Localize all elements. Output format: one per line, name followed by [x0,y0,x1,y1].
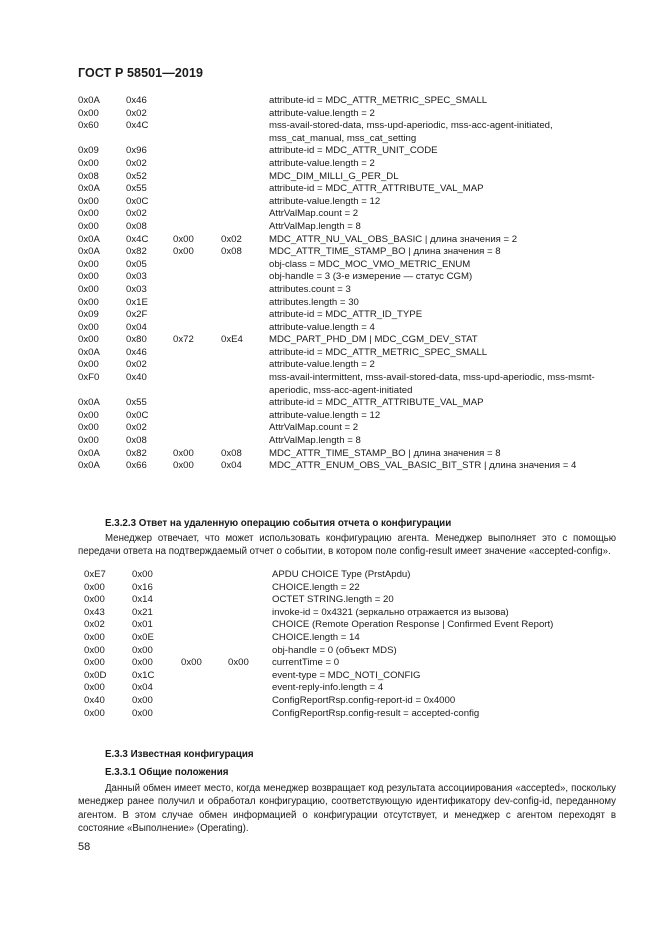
byte-cell: 0xE4 [221,334,243,346]
byte-cell: 0x00 [78,271,99,283]
field-description: MDC_PART_PHD_DM | MDC_CGM_DEV_STAT [269,334,478,346]
section-heading-e331: Е.3.3.1 Общие положения [105,767,229,778]
field-description: APDU CHOICE Type (PrstApdu) [272,569,411,580]
field-description: MDC_ATTR_TIME_STAMP_BO | длина значения = 8 [269,447,501,459]
byte-cell: 0x00 [132,694,153,706]
table-row [84,594,624,607]
byte-cell: 0x55 [126,183,147,195]
table-row [78,397,618,410]
field-description: MDC_ATTR_TIME_STAMP_BO | длина значения = 8 [269,246,501,258]
byte-cell: 0x0A [78,346,100,358]
byte-cell: 0x4C [126,233,149,245]
field-description: attribute-value.length = 4 [269,321,375,333]
byte-cell: 0x1C [132,669,155,681]
byte-cell: 0x96 [126,145,147,157]
byte-cell: 0x09 [78,309,99,321]
byte-cell: 0x0A [78,397,100,409]
byte-cell: 0x00 [173,460,194,472]
byte-cell: 0x00 [78,208,99,220]
byte-cell: 0x02 [84,619,105,631]
byte-cell: 0x04 [126,321,147,333]
field-description: obj-handle = 0 (объект MDS) [272,644,397,656]
byte-cell: 0x00 [78,435,99,447]
byte-cell: 0x00 [84,631,105,643]
field-description: attribute-value.length = 2 [269,157,375,169]
section-heading-e323: Е.3.2.3 Ответ на удаленную операцию события отчета о конфигурации [105,518,452,529]
table-row [84,632,624,645]
field-description: AttrValMap.count = 2 [269,208,359,220]
field-description: mss-avail-stored-data, mss-upd-aperiodic, mss-acc-agent-initiated, mss_cat_manual, mss_cat_setting [269,120,553,144]
byte-cell: 0x0D [84,669,107,681]
field-description: CHOICE (Remote Operation Response | Confirmed Event Report) [272,619,554,631]
byte-cell: 0x0C [126,195,149,207]
table-row [84,682,624,695]
table-row [78,108,618,121]
byte-cell: 0x00 [84,594,105,606]
table-row [78,460,618,473]
byte-cell: 0x02 [126,107,147,119]
byte-cell: 0x08 [78,170,99,182]
field-description: OCTET STRING.length = 20 [272,594,394,606]
byte-cell: 0x00 [78,409,99,421]
table-row [84,582,624,595]
byte-cell: 0x82 [126,246,147,258]
byte-cell: 0x46 [126,95,147,106]
byte-cell: 0x80 [126,334,147,346]
field-description: currentTime = 0 [272,657,340,669]
field-description: mss-avail-intermittent, mss-avail-stored-data, mss-upd-aperiodic, mss-msmt-aperiodic, mss-acc-agent-initiated [269,372,595,396]
byte-cell: 0x00 [173,447,194,459]
byte-cell: 0x00 [78,258,99,270]
byte-cell: 0x08 [126,435,147,447]
field-description: attribute-id = MDC_ATTR_UNIT_CODE [269,145,438,157]
table-row [78,410,618,423]
table-row [78,259,618,272]
table-row [78,145,618,158]
byte-cell: 0x4C [126,120,149,132]
field-description: ConfigReportRsp.config-report-id = 0x4000 [272,694,456,706]
byte-cell: 0x00 [181,657,202,669]
paragraph-e331: Данный обмен имеет место, когда менеджер возвращает код результата ассоциирования «accepted», поскольку менеджер ранее получил и обработал конфигурацию, соответствующую идентификатору dev-config-id, переданному агентом. В этом случае обмен информацией о конфигурации отсутствует, и менеджер с агентом переходят в состояние «Выполнение» (Operating). [78,783,616,834]
byte-cell: 0x00 [173,233,194,245]
field-description: attributes.count = 3 [269,283,351,295]
table-row [84,708,624,721]
byte-cell: 0x00 [78,296,99,308]
table-row [78,196,618,209]
byte-cell: 0x0A [78,460,100,472]
byte-cell: 0x2F [126,309,148,321]
byte-cell: 0x00 [84,657,105,669]
byte-cell: 0x0A [78,183,100,195]
table-row [78,334,618,347]
byte-cell: 0x00 [78,283,99,295]
byte-cell: 0x09 [78,145,99,157]
byte-cell: 0x08 [221,447,242,459]
table-row [78,422,618,435]
byte-cell: 0x04 [221,460,242,472]
table-row [78,221,618,234]
table-row [84,645,624,658]
byte-cell: 0x60 [78,120,99,132]
byte-cell: 0x66 [126,460,147,472]
table-row [78,372,618,397]
byte-cell: 0x00 [78,195,99,207]
table-row [78,271,618,284]
byte-cell: 0x04 [132,682,153,694]
byte-cell: 0x08 [221,246,242,258]
byte-cell: 0x21 [132,606,153,618]
byte-cell: 0xF0 [78,372,100,384]
table-row [78,120,618,145]
byte-cell: 0x40 [126,372,147,384]
table-row [78,234,618,247]
section-heading-e33: Е.3.3 Известная конфигурация [105,749,254,760]
table-row [78,435,618,448]
table-row [84,607,624,620]
field-description: obj-class = MDC_MOC_VMO_METRIC_ENUM [269,258,471,270]
byte-cell: 0x00 [84,644,105,656]
table-row [78,284,618,297]
byte-cell: 0xE7 [84,569,106,580]
table-row [78,158,618,171]
byte-cell: 0x05 [126,258,147,270]
table-row [84,670,624,683]
table-row [78,183,618,196]
paragraph-e323: Менеджер отвечает, что может использовать конфигурацию агента. Менеджер выполняет это с помощью передачи ответа на подтверждаемый отчет о событии, в котором поле config-result имеет значение «accepted-config». [78,533,616,558]
byte-cell: 0x0A [78,447,100,459]
byte-cell: 0x00 [84,707,105,719]
byte-cell: 0x02 [126,359,147,371]
byte-cell: 0x0E [132,631,154,643]
field-description: attribute-id = MDC_ATTR_METRIC_SPEC_SMALL [269,346,488,358]
byte-cell: 0x0C [126,409,149,421]
table-row [84,695,624,708]
byte-cell: 0x02 [221,233,242,245]
byte-cell: 0x1E [126,296,148,308]
byte-cell: 0x00 [78,422,99,434]
byte-cell: 0x52 [126,170,147,182]
field-description: attribute-id = MDC_ATTR_ID_TYPE [269,309,423,321]
document-header: ГОСТ Р 58501—2019 [78,66,204,80]
byte-cell: 0x02 [126,422,147,434]
byte-cell: 0x0A [78,233,100,245]
byte-cell: 0x00 [78,157,99,169]
field-description: obj-handle = 3 (3-е измерение — статус CGM) [269,271,473,283]
byte-cell: 0x82 [126,447,147,459]
byte-cell: 0x08 [126,220,147,232]
byte-cell: 0x14 [132,594,153,606]
byte-cell: 0x00 [132,569,153,580]
table-row [78,297,618,310]
byte-table-config-response [84,569,624,720]
byte-cell: 0x55 [126,397,147,409]
byte-cell: 0x00 [132,707,153,719]
byte-cell: 0x43 [84,606,105,618]
byte-cell: 0x02 [126,208,147,220]
byte-cell: 0x00 [78,107,99,119]
table-row [78,246,618,259]
field-description: attribute-value.length = 12 [269,195,381,207]
table-row [78,359,618,372]
table-row [78,347,618,360]
table-row [84,569,624,582]
byte-cell: 0x01 [132,619,153,631]
table-row [78,322,618,335]
field-description: attribute-value.length = 2 [269,107,375,119]
byte-cell: 0x00 [173,246,194,258]
field-description: attributes.length = 30 [269,296,359,308]
byte-cell: 0x40 [84,694,105,706]
byte-cell: 0x46 [126,346,147,358]
byte-cell: 0x02 [126,157,147,169]
field-description: MDC_DIM_MILLI_G_PER_DL [269,170,399,182]
field-description: MDC_ATTR_ENUM_OBS_VAL_BASIC_BIT_STR | длина значения = 4 [269,460,577,472]
byte-cell: 0x16 [132,581,153,593]
byte-cell: 0x00 [78,220,99,232]
byte-cell: 0x00 [84,682,105,694]
field-description: attribute-id = MDC_ATTR_ATTRIBUTE_VAL_MAP [269,183,484,195]
byte-cell: 0x00 [132,657,153,669]
byte-cell: 0x03 [126,271,147,283]
table-row [78,448,618,461]
field-description: attribute-value.length = 12 [269,409,381,421]
table-row [78,95,618,108]
byte-cell: 0x72 [173,334,194,346]
byte-cell: 0x0A [78,95,100,106]
byte-cell: 0x00 [78,359,99,371]
field-description: ConfigReportRsp.config-result = accepted-config [272,707,480,719]
field-description: event-type = MDC_NOTI_CONFIG [272,669,421,681]
field-description: event-reply-info.length = 4 [272,682,384,694]
field-description: CHOICE.length = 22 [272,581,360,593]
field-description: AttrValMap.length = 8 [269,435,361,447]
byte-cell: 0x00 [228,657,249,669]
table-row [78,208,618,221]
byte-cell: 0x00 [78,321,99,333]
table-row [84,619,624,632]
byte-table-config-report [78,95,618,473]
table-row [78,309,618,322]
byte-cell: 0x00 [132,644,153,656]
field-description: attribute-id = MDC_ATTR_METRIC_SPEC_SMALL [269,95,488,106]
byte-cell: 0x03 [126,283,147,295]
byte-cell: 0x00 [84,581,105,593]
field-description: attribute-id = MDC_ATTR_ATTRIBUTE_VAL_MAP [269,397,484,409]
table-row [84,657,624,670]
field-description: CHOICE.length = 14 [272,631,360,643]
field-description: attribute-value.length = 2 [269,359,375,371]
table-row [78,171,618,184]
field-description: invoke-id = 0x4321 (зеркально отражается из вызова) [272,606,509,618]
field-description: AttrValMap.count = 2 [269,422,359,434]
page-number: 58 [78,841,91,853]
byte-cell: 0x00 [78,334,99,346]
field-description: MDC_ATTR_NU_VAL_OBS_BASIC | длина значения = 2 [269,233,518,245]
field-description: AttrValMap.length = 8 [269,220,361,232]
byte-cell: 0x0A [78,246,100,258]
